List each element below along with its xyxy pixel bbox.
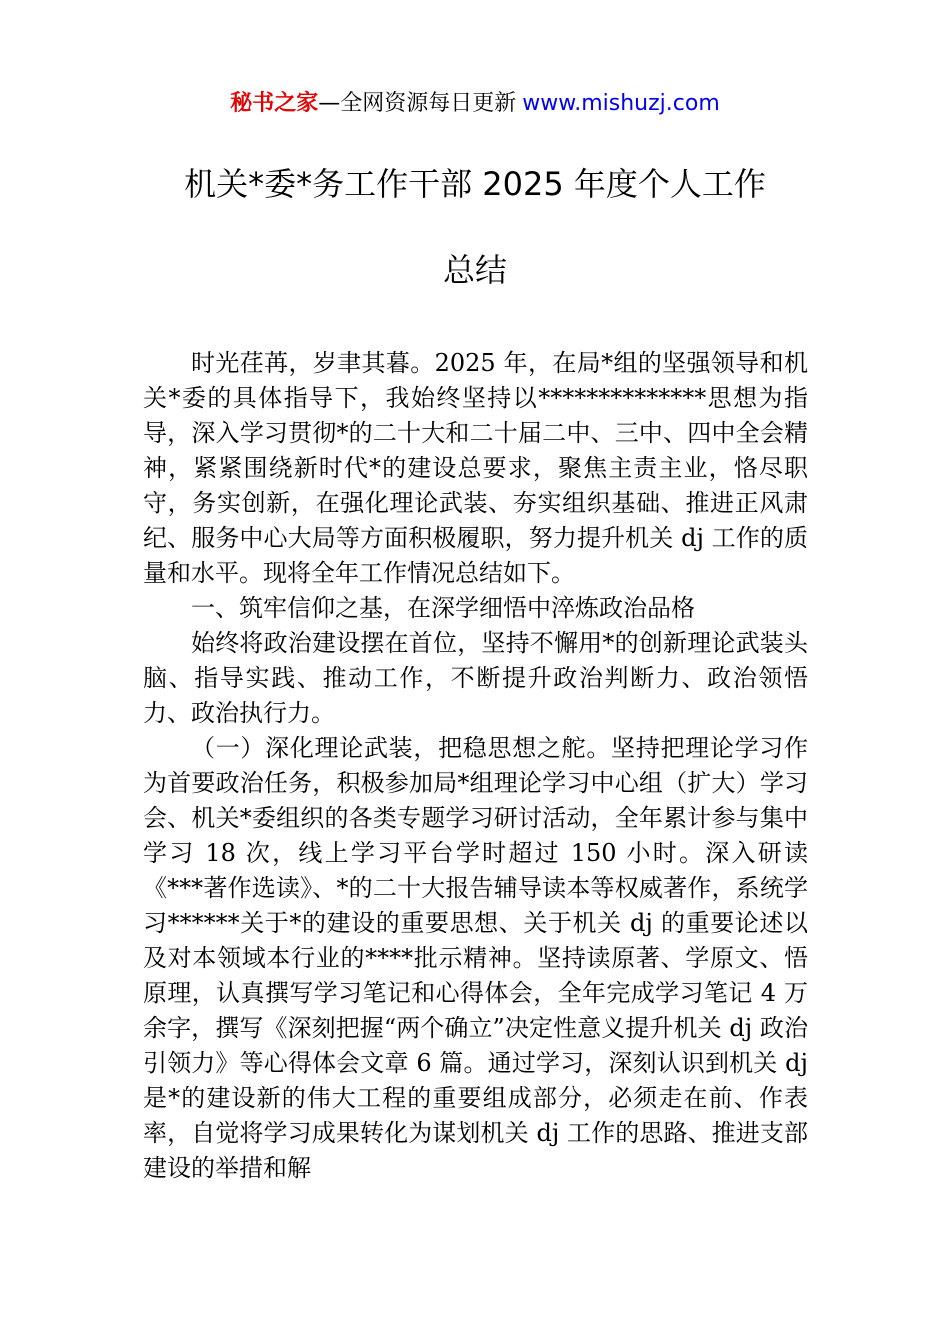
intro-paragraph: 时光荏苒，岁聿其暮。2025 年，在局*组的坚强领导和机关*委的具体指导下，我始终坚持以**************思想为指导，深入学习贯彻*的二十大和二十届二中、三中、四中全会精神，紧紧围绕新时代*的建设总要求，聚焦主责主业，恪尽职守，务实创新，在强化理论武装、夯实组织基础、推进正风肃纪、服务中心大局等方面积极履职，努力提升机关 dj 工作的质量和水平。现将全年工作情况总结如下。	[143, 349, 808, 587]
header-dash: —	[318, 91, 341, 116]
title-line-1: 机关*委*务工作干部 2025 年度个人工作	[184, 165, 766, 203]
body-paragraph: 始终将政治建设摆在首位，坚持不懈用*的创新理论武装头脑、指导实践、推动工作，不断提升政治判断力、政治领悟力、政治执行力。	[143, 629, 808, 727]
site-url-link[interactable]: www.mishuzj.com	[522, 91, 720, 116]
site-slogan: 全网资源每日更新	[340, 91, 517, 116]
section-heading: 一、筑牢信仰之基，在深学细悟中淬炼政治品格	[191, 594, 695, 622]
document-body	[143, 346, 808, 1186]
title-line-2: 总结	[442, 251, 507, 289]
document-title	[140, 158, 810, 296]
body-paragraph: （一）深化理论武装，把稳思想之舵。坚持把理论学习作为首要政治任务，积极参加局*组理论学习中心组（扩大）学习会、机关*委组织的各类专题学习研讨活动，全年累计参与集中学习 18 次，线上学习平台学时超过 150 小时。深入研读《***著作选读》、*的二十大报告辅导读本等权威著作，系统学习******关于*的建设的重要思想、关于机关 dj 的重要论述以及对本领域本行业的****批示精神。坚持读原著、学原文、悟原理，认真撰写学习笔记和心得体会，全年完成学习笔记 4 万余字，撰写《深刻把握“两个确立”决定性意义提升机关 dj 政治引领力》等心得体会文章 6 篇。通过学习，深刻认识到机关 dj 是*的建设新的伟大工程的重要组成部分，必须走在前、作表率，自觉将学习成果转化为谋划机关 dj 工作的思路、推进支部建设的举措和解	[143, 734, 808, 1182]
site-header	[0, 88, 950, 120]
site-name: 秘书之家	[230, 91, 319, 116]
